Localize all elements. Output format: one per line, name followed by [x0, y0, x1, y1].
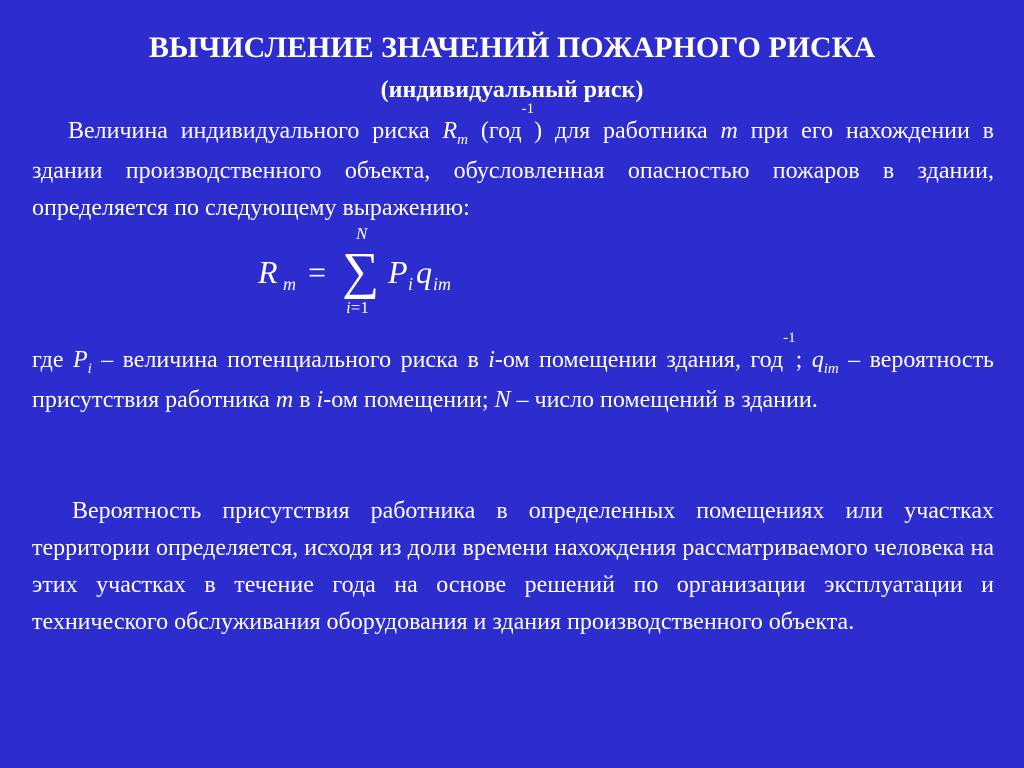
- formula-R: R: [258, 254, 278, 290]
- var-N: N: [494, 387, 511, 413]
- sub-im: im: [823, 361, 839, 377]
- var-m: m: [720, 118, 738, 144]
- formula-P: P: [388, 254, 408, 290]
- risk-formula: [258, 226, 498, 326]
- slide-title: ВЫЧИСЛЕНИЕ ЗНАЧЕНИЙ ПОЖАРНОГО РИСКА: [148, 31, 876, 64]
- sup-minus-one: -1: [521, 101, 535, 117]
- text: (год: [468, 118, 522, 144]
- text: в: [293, 387, 317, 413]
- formula-q-sub: im: [433, 274, 451, 294]
- var-R: R: [442, 118, 458, 144]
- sup-minus-one: -1: [783, 330, 796, 346]
- text: – число помещений в здании.: [510, 387, 818, 413]
- formula-m: m: [283, 274, 296, 294]
- text: -ом помещении;: [323, 387, 495, 413]
- formula-P-sub: i: [408, 274, 414, 294]
- formula-upper-N: N: [356, 224, 368, 243]
- formula-q: q: [416, 254, 432, 290]
- text: при его нахождении в здании производственного объекта, обусловленная опасностью пожаров в здании, определяется по следующему выражению:: [32, 118, 995, 221]
- var-q: q: [811, 347, 824, 373]
- text: – величина потенциального риска в: [91, 347, 489, 373]
- formula-lower-rest: =1: [350, 298, 369, 317]
- var-P: P: [72, 347, 88, 373]
- slide-subtitle: (индивидуальный риск): [380, 77, 644, 103]
- text: ) для работника: [534, 118, 721, 144]
- text: – вероятность присутствия работника: [32, 347, 995, 413]
- sub-m: m: [457, 132, 469, 148]
- text: где: [32, 347, 73, 373]
- formula-lower-i: i: [346, 298, 351, 317]
- formula-lower-limit: [346, 298, 369, 318]
- paragraph-probability: Вероятность присутствия работника в определенных помещениях или участках территории определяется, исходя из доли времени нахождения рассматриваемого человека на этих участках в течение года на основе решений по организации эксплуатации и технического обслуживания оборудования и здания производственного объекта.: [32, 498, 994, 635]
- formula-equals: =: [308, 254, 327, 290]
- sub-i: i: [87, 361, 92, 377]
- formula-sum-sign: ∑: [342, 243, 380, 300]
- text: Величина индивидуального риска: [68, 118, 443, 144]
- var-m: m: [275, 387, 294, 413]
- var-i: i: [316, 387, 324, 413]
- text: ;: [795, 347, 812, 373]
- paragraph-definitions: [32, 330, 995, 419]
- text: -ом помещении здания, год: [494, 347, 784, 373]
- var-i: i: [488, 347, 495, 373]
- paragraph-intro: [32, 101, 995, 227]
